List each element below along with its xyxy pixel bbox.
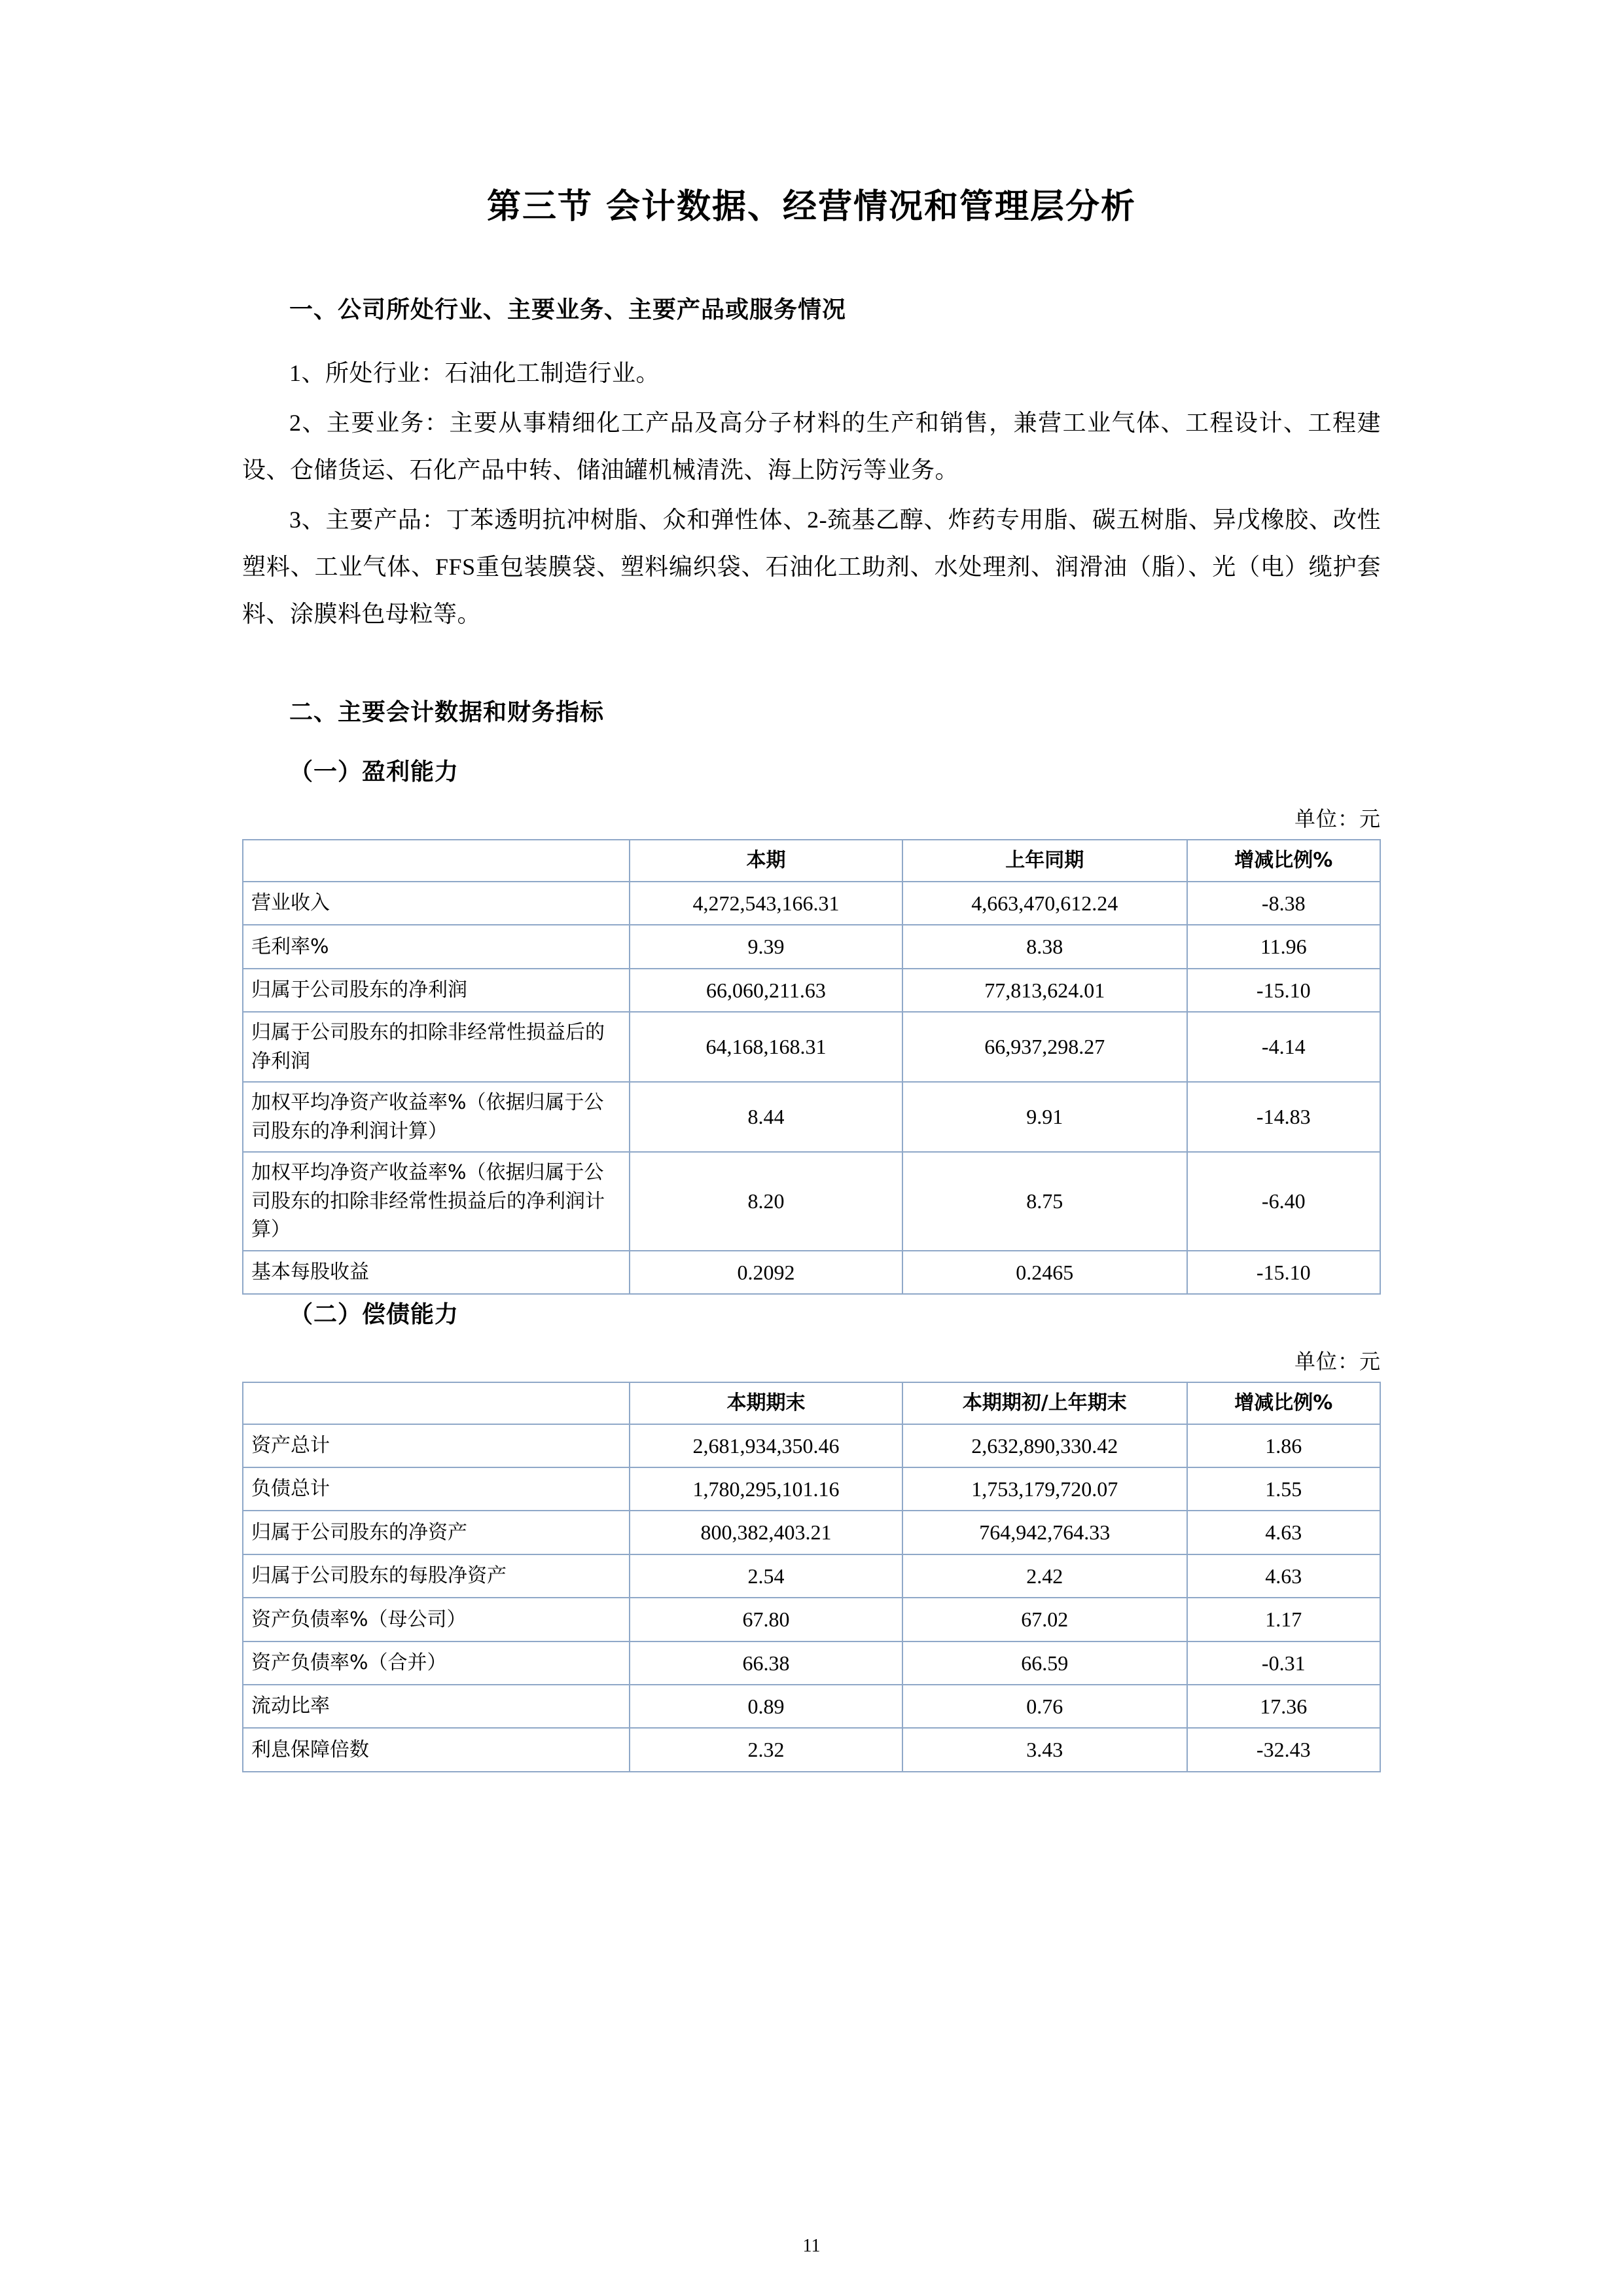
profitability-table bbox=[242, 839, 1381, 1295]
cell-change: 11.96 bbox=[1187, 925, 1380, 968]
row-label: 归属于公司股东的每股净资产 bbox=[243, 1554, 630, 1598]
table-row bbox=[243, 1152, 1380, 1251]
row-label: 营业收入 bbox=[243, 882, 630, 925]
table-row bbox=[243, 882, 1380, 925]
column-header-period-end: 本期期末 bbox=[630, 1382, 902, 1424]
solvency-table bbox=[242, 1382, 1381, 1772]
table-row bbox=[243, 1685, 1380, 1728]
row-label: 基本每股收益 bbox=[243, 1251, 630, 1294]
cell-current: 8.20 bbox=[630, 1152, 902, 1251]
cell-previous: 67.02 bbox=[902, 1598, 1187, 1641]
column-header-change: 增减比例% bbox=[1187, 840, 1380, 882]
cell-previous: 3.43 bbox=[902, 1728, 1187, 1771]
cell-current: 66,060,211.63 bbox=[630, 969, 902, 1012]
column-header-current: 本期 bbox=[630, 840, 902, 882]
cell-previous: 8.75 bbox=[902, 1152, 1187, 1251]
table-row bbox=[243, 1251, 1380, 1294]
cell-change: -8.38 bbox=[1187, 882, 1380, 925]
row-label: 利息保障倍数 bbox=[243, 1728, 630, 1771]
cell-previous: 66,937,298.27 bbox=[902, 1012, 1187, 1082]
row-label: 归属于公司股东的净资产 bbox=[243, 1511, 630, 1554]
row-label: 流动比率 bbox=[243, 1685, 630, 1728]
cell-current: 8.44 bbox=[630, 1082, 902, 1152]
table-row bbox=[243, 1728, 1380, 1771]
table-row bbox=[243, 1082, 1380, 1152]
row-label: 负债总计 bbox=[243, 1467, 630, 1511]
row-label: 毛利率% bbox=[243, 925, 630, 968]
cell-change: -6.40 bbox=[1187, 1152, 1380, 1251]
cell-current: 0.2092 bbox=[630, 1251, 902, 1294]
table-row bbox=[243, 1467, 1380, 1511]
column-header-blank bbox=[243, 1382, 630, 1424]
cell-previous: 2.42 bbox=[902, 1554, 1187, 1598]
cell-previous: 66.59 bbox=[902, 1641, 1187, 1685]
row-label: 归属于公司股东的扣除非经常性损益后的净利润 bbox=[243, 1012, 630, 1082]
cell-change: 1.17 bbox=[1187, 1598, 1380, 1641]
cell-change: -32.43 bbox=[1187, 1728, 1380, 1771]
row-label: 资产总计 bbox=[243, 1424, 630, 1467]
cell-current: 2,681,934,350.46 bbox=[630, 1424, 902, 1467]
cell-previous: 0.76 bbox=[902, 1685, 1187, 1728]
cell-current: 2.32 bbox=[630, 1728, 902, 1771]
cell-previous: 8.38 bbox=[902, 925, 1187, 968]
column-header-period-begin: 本期期初/上年期末 bbox=[902, 1382, 1187, 1424]
cell-current: 9.39 bbox=[630, 925, 902, 968]
paragraph-main-business: 2、主要业务：主要从事精细化工产品及高分子材料的生产和销售，兼营工业气体、工程设计、工程建设、仓储货运、石化产品中转、储油罐机械清洗、海上防污等业务。 bbox=[242, 409, 1381, 483]
unit-label-solvency: 单位：元 bbox=[1294, 1350, 1381, 1374]
cell-change: -0.31 bbox=[1187, 1641, 1380, 1685]
cell-previous: 764,942,764.33 bbox=[902, 1511, 1187, 1554]
cell-current: 800,382,403.21 bbox=[630, 1511, 902, 1554]
cell-current: 0.89 bbox=[630, 1685, 902, 1728]
subheading-profitability: （一）盈利能力 bbox=[289, 759, 459, 786]
page-number: 11 bbox=[802, 2236, 821, 2256]
cell-change: -4.14 bbox=[1187, 1012, 1380, 1082]
section-spacer bbox=[242, 640, 1381, 692]
unit-label-profitability: 单位：元 bbox=[1294, 807, 1381, 831]
cell-current: 1,780,295,101.16 bbox=[630, 1467, 902, 1511]
table-header-row bbox=[243, 1382, 1380, 1424]
cell-previous: 2,632,890,330.42 bbox=[902, 1424, 1187, 1467]
table-row bbox=[243, 969, 1380, 1012]
table-row bbox=[243, 1598, 1380, 1641]
cell-change: -15.10 bbox=[1187, 1251, 1380, 1294]
column-header-blank bbox=[243, 840, 630, 882]
table-row bbox=[243, 1012, 1380, 1082]
cell-change: 1.55 bbox=[1187, 1467, 1380, 1511]
table-row bbox=[243, 925, 1380, 968]
paragraph-main-products: 3、主要产品：丁苯透明抗冲树脂、众和弹性体、2-巯基乙醇、炸药专用脂、碳五树脂、异戊橡胶、改性塑料、工业气体、FFS重包装膜袋、塑料编织袋、石油化工助剂、水处理剂、润滑油（脂）、光（电）缆护套料、涂膜料色母粒等。 bbox=[242, 506, 1381, 627]
cell-current: 66.38 bbox=[630, 1641, 902, 1685]
cell-change: 4.63 bbox=[1187, 1554, 1380, 1598]
column-header-change: 增减比例% bbox=[1187, 1382, 1380, 1424]
table-row bbox=[243, 1554, 1380, 1598]
cell-previous: 9.91 bbox=[902, 1082, 1187, 1152]
row-label: 资产负债率%（合并） bbox=[243, 1641, 630, 1685]
cell-current: 64,168,168.31 bbox=[630, 1012, 902, 1082]
table-header-row bbox=[243, 840, 1380, 882]
cell-change: 1.86 bbox=[1187, 1424, 1380, 1467]
subheading-solvency: （二）偿债能力 bbox=[289, 1300, 459, 1328]
cell-current: 4,272,543,166.31 bbox=[630, 882, 902, 925]
cell-previous: 77,813,624.01 bbox=[902, 969, 1187, 1012]
table-row bbox=[243, 1511, 1380, 1554]
cell-previous: 1,753,179,720.07 bbox=[902, 1467, 1187, 1511]
table-row bbox=[243, 1641, 1380, 1685]
section-heading-financial-data: 二、主要会计数据和财务指标 bbox=[289, 698, 605, 726]
cell-previous: 4,663,470,612.24 bbox=[902, 882, 1187, 925]
row-label: 归属于公司股东的净利润 bbox=[243, 969, 630, 1012]
cell-change: 4.63 bbox=[1187, 1511, 1380, 1554]
section-heading-industry: 一、公司所处行业、主要业务、主要产品或服务情况 bbox=[289, 296, 847, 323]
cell-previous: 0.2465 bbox=[902, 1251, 1187, 1294]
row-label: 加权平均净资产收益率%（依据归属于公司股东的净利润计算） bbox=[243, 1082, 630, 1152]
column-header-previous: 上年同期 bbox=[902, 840, 1187, 882]
row-label: 资产负债率%（母公司） bbox=[243, 1598, 630, 1641]
cell-current: 2.54 bbox=[630, 1554, 902, 1598]
page-title: 第三节 会计数据、经营情况和管理层分析 bbox=[486, 187, 1137, 226]
cell-change: -15.10 bbox=[1187, 969, 1380, 1012]
paragraph-industry: 1、所处行业：石油化工制造行业。 bbox=[289, 359, 660, 386]
table-row bbox=[243, 1424, 1380, 1467]
cell-change: -14.83 bbox=[1187, 1082, 1380, 1152]
cell-change: 17.36 bbox=[1187, 1685, 1380, 1728]
cell-current: 67.80 bbox=[630, 1598, 902, 1641]
row-label: 加权平均净资产收益率%（依据归属于公司股东的扣除非经常性损益后的净利润计算） bbox=[243, 1152, 630, 1251]
